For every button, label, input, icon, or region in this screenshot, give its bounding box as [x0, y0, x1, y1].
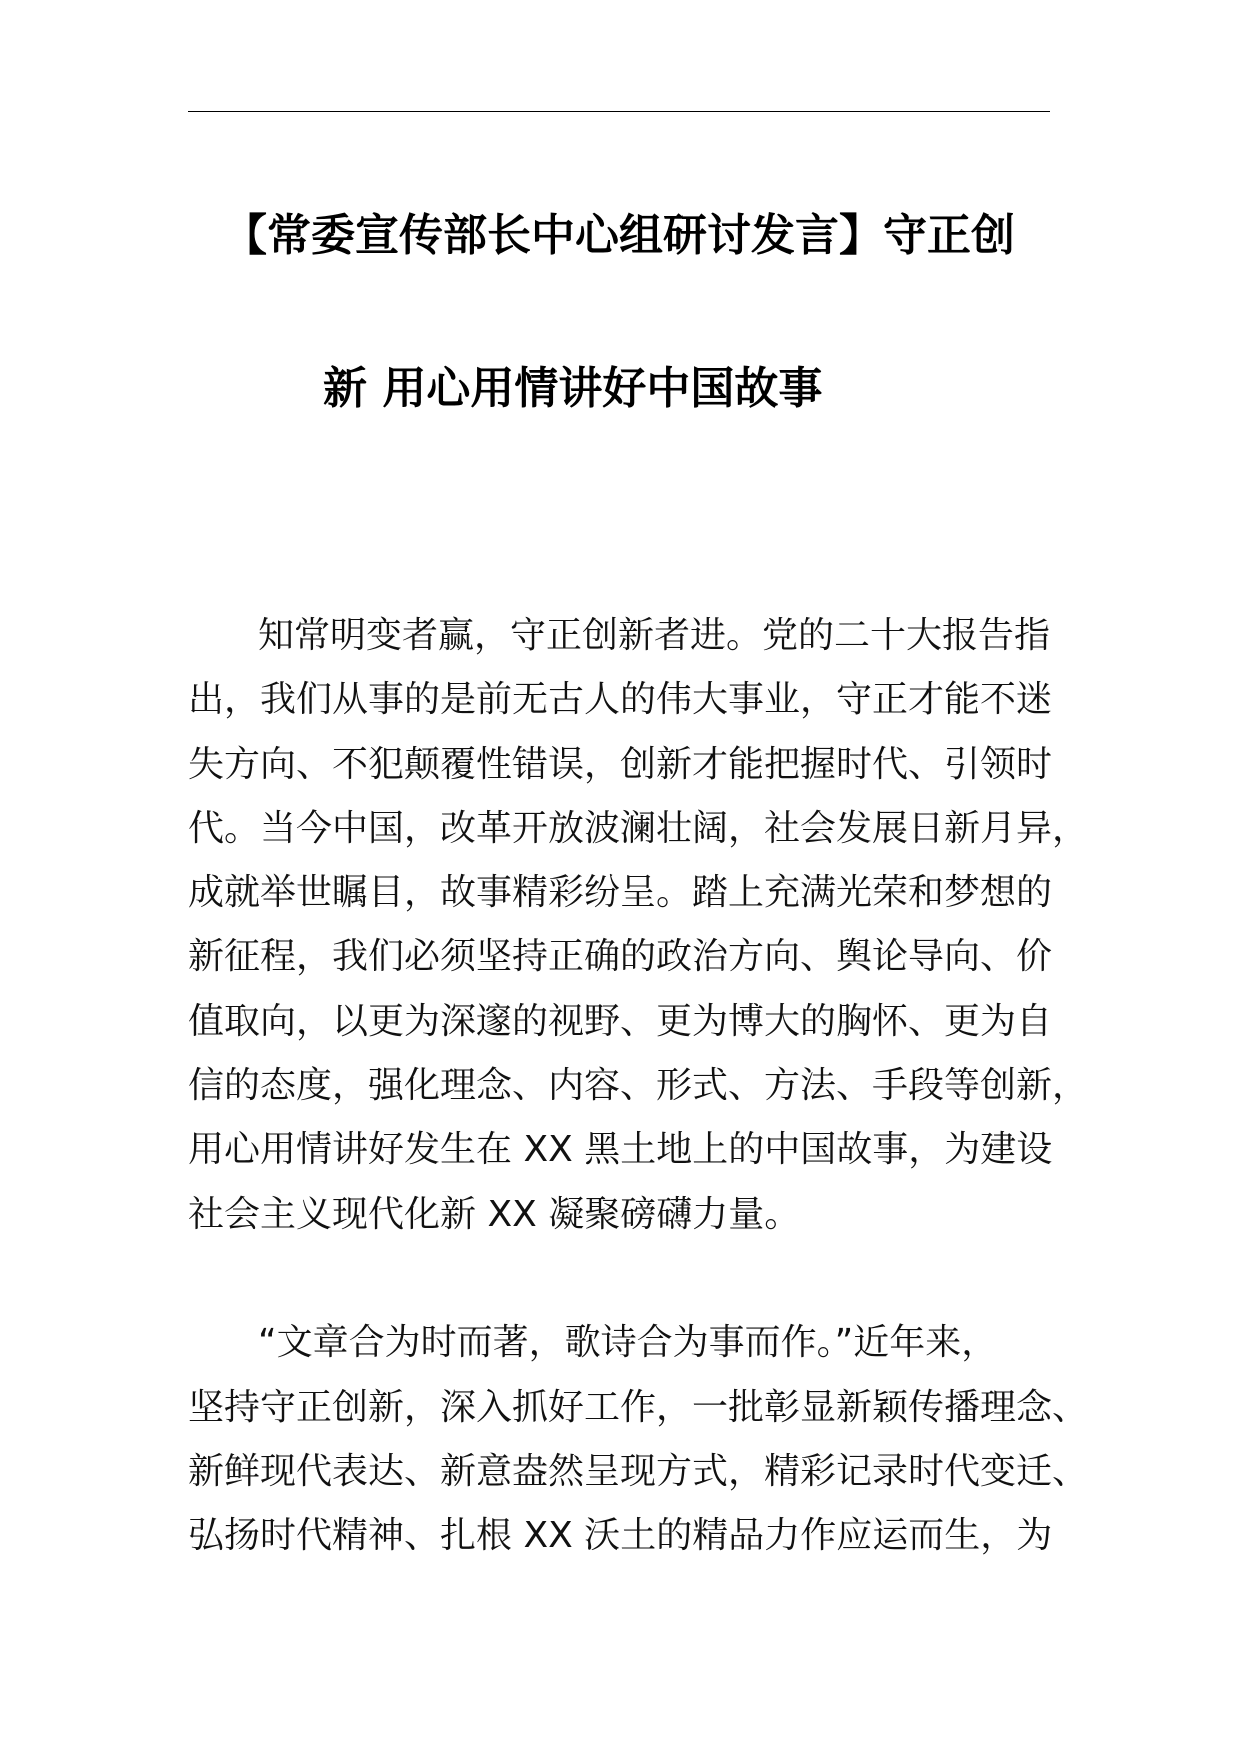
paragraph: [188, 604, 1088, 1247]
paragraph-line: 值取向，以更为深邃的视野、更为博大的胸怀、更为自: [188, 1000, 1053, 1042]
title-line: 新 用心用情讲好中国故事: [323, 363, 823, 414]
paragraph-line: 代。当今中国，改革开放波澜壮阔，社会发展日新月异，: [188, 807, 1089, 849]
paragraph-line: 社会主义现代化新 XX 凝聚磅礴力量。: [188, 1193, 801, 1235]
paragraph-line: 坚持守正创新，深入抓好工作，一批彰显新颖传播理念、: [188, 1386, 1089, 1428]
paragraph-line: 新征程，我们必须坚持正确的政治方向、舆论导向、价: [188, 936, 1053, 978]
document-title: [188, 159, 1050, 465]
paragraph-line: 用心用情讲好发生在 XX 黑土地上的中国故事，为建设: [188, 1129, 1053, 1171]
paragraph-line: 失方向、不犯颠覆性错误，创新才能把握时代、引领时: [188, 743, 1053, 785]
paragraph-line: 信的态度，强化理念、内容、形式、方法、手段等创新，: [188, 1065, 1089, 1107]
paragraph-line: 新鲜现代表达、新意盎然呈现方式，精彩记录时代变迁、: [188, 1450, 1089, 1492]
paragraph: [188, 1311, 1088, 1568]
paragraph-line: 弘扬时代精神、扎根 XX 沃土的精品力作应运而生，为: [188, 1515, 1053, 1557]
paragraph-line: 出，我们从事的是前无古人的伟大事业，守正才能不迷: [188, 679, 1053, 721]
title-line: 【常委宣传部长中心组研讨发言】守正创: [223, 210, 1015, 261]
document-body: [188, 604, 1088, 1568]
paragraph-line: 成就举世瞩目，故事精彩纷呈。踏上充满光荣和梦想的: [188, 872, 1053, 914]
header-rule: [188, 111, 1050, 112]
paragraph-line: “文章合为时而著，歌诗合为事而作。”近年来，: [258, 1322, 998, 1364]
paragraph-line: 知常明变者赢，守正创新者进。党的二十大报告指: [258, 615, 1051, 656]
